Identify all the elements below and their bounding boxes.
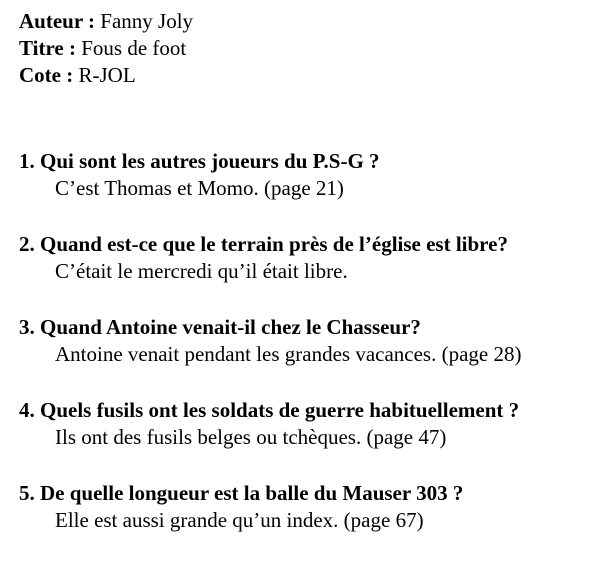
answer-1: C’est Thomas et Momo. (page 21)	[55, 176, 344, 200]
question-1	[19, 148, 380, 175]
question-number: 3.	[19, 315, 35, 339]
book-header	[19, 8, 193, 89]
question-text: Quand Antoine venait-il chez le Chasseur?	[40, 315, 421, 339]
cote-value: R-JOL	[78, 63, 136, 87]
author-value: Fanny Joly	[100, 9, 194, 33]
question-block-5	[19, 480, 463, 534]
question-number: 5.	[19, 481, 35, 505]
answer-4: Ils ont des fusils belges ou tchèques. (page 47)	[55, 425, 447, 449]
question-block-3	[19, 314, 521, 368]
question-3	[19, 314, 521, 341]
question-text: Quand est-ce que le terrain près de l’église est libre?	[40, 232, 508, 256]
question-text: De quelle longueur est la balle du Mauser 303 ?	[40, 481, 464, 505]
cote-line	[19, 62, 193, 89]
question-number: 4.	[19, 398, 35, 422]
question-block-1	[19, 148, 380, 202]
question-text: Qui sont les autres joueurs du P.S-G ?	[40, 149, 380, 173]
title-label: Titre :	[19, 36, 76, 60]
question-block-4	[19, 397, 519, 451]
answer-2: C’était le mercredi qu’il était libre.	[55, 259, 348, 283]
author-label: Auteur :	[19, 9, 96, 33]
answer-5: Elle est aussi grande qu’un index. (page 67)	[55, 508, 424, 532]
title-line	[19, 35, 193, 62]
question-number: 2.	[19, 232, 35, 256]
question-4	[19, 397, 519, 424]
question-block-2	[19, 231, 508, 285]
question-2	[19, 231, 508, 258]
question-text: Quels fusils ont les soldats de guerre habituellement ?	[40, 398, 520, 422]
author-line	[19, 8, 193, 35]
answer-3: Antoine venait pendant les grandes vacances. (page 28)	[55, 342, 522, 366]
cote-label: Cote :	[19, 63, 74, 87]
question-number: 1.	[19, 149, 35, 173]
title-value: Fous de foot	[81, 36, 187, 60]
question-5	[19, 480, 463, 507]
